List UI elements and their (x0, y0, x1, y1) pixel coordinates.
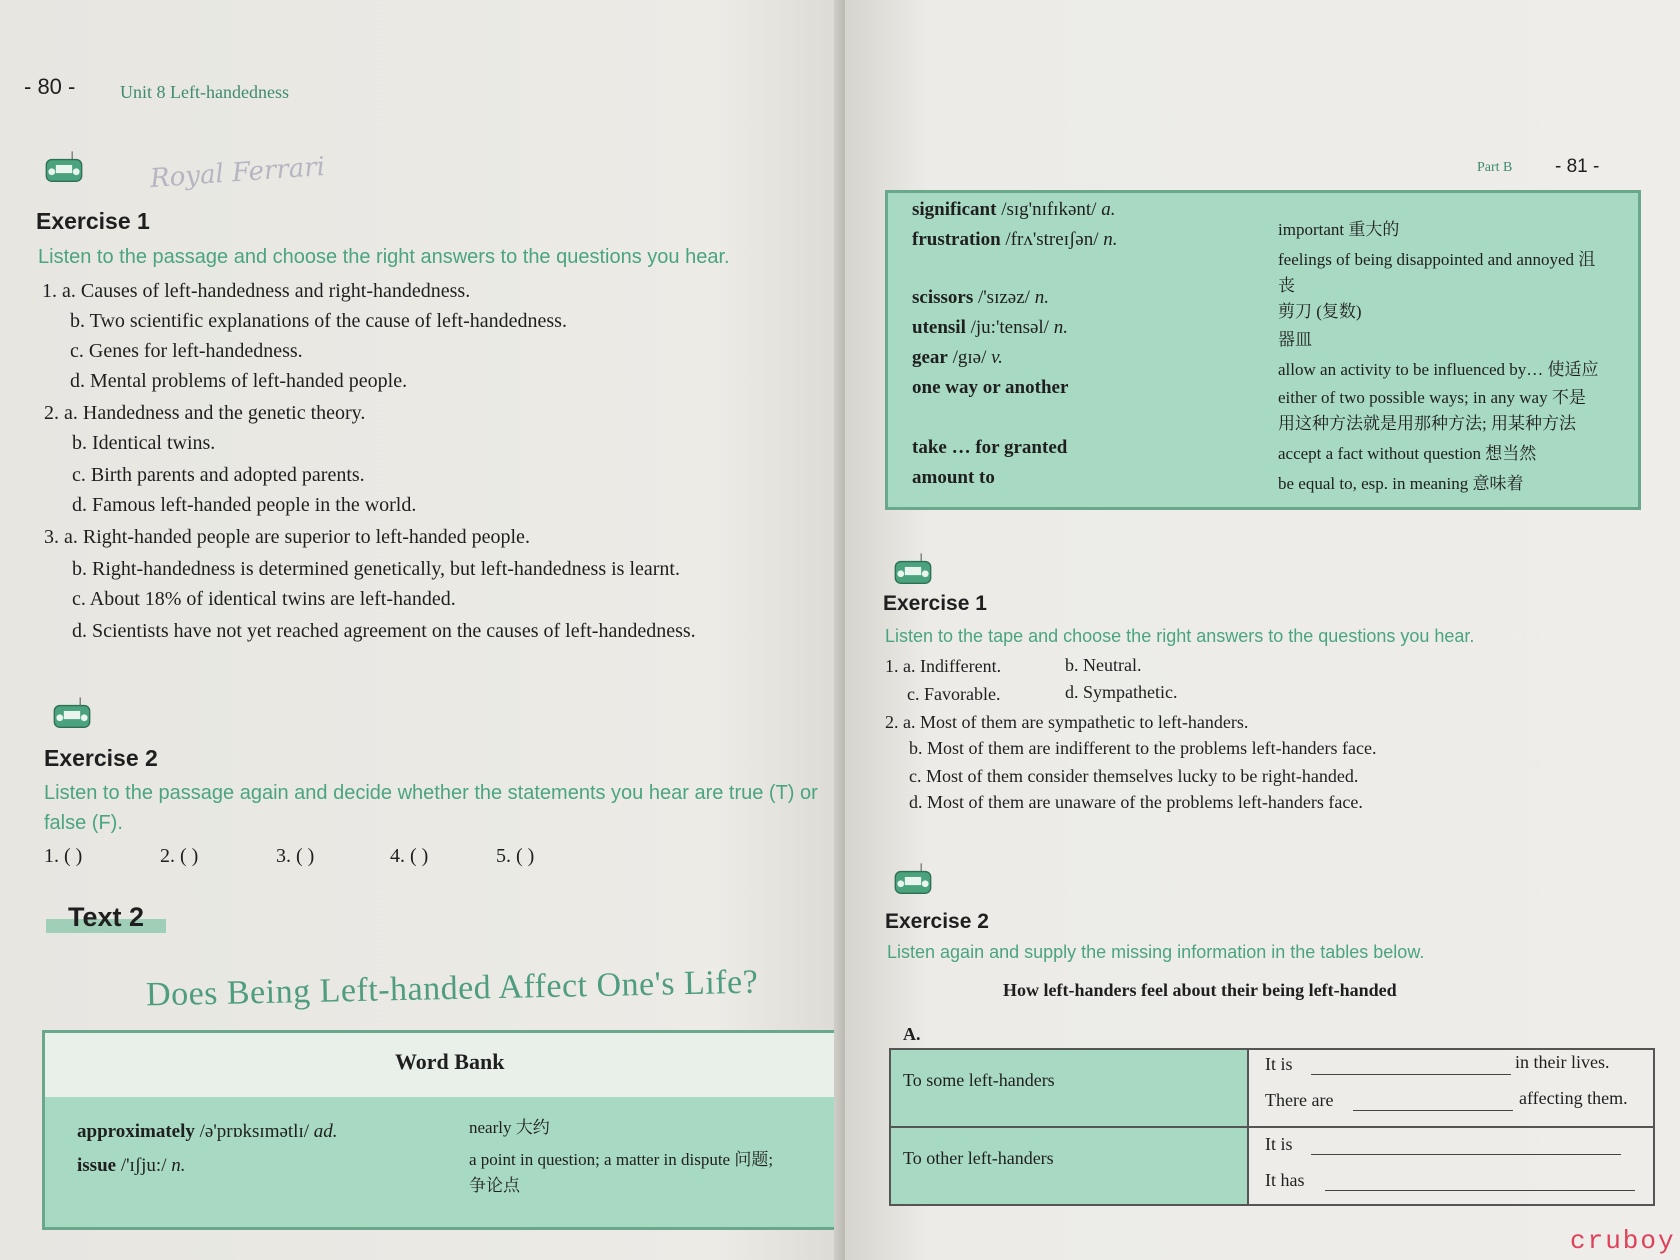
answer-blank[interactable]: 5. ( ) (496, 845, 535, 867)
answer-option: b. Most of them are indifferent to the problems left-handers face. (909, 738, 1377, 758)
vocab-pos: n. (1034, 287, 1049, 308)
table-cell-text: There are (1265, 1090, 1334, 1110)
table-row-divider (891, 1126, 1653, 1128)
table-cell-text: It is (1265, 1054, 1293, 1074)
answer-option: 1. a. Causes of left-handedness and right-handedness. (42, 280, 471, 302)
word-bank (42, 1030, 838, 1230)
vocab-entry (912, 199, 1115, 221)
vocab-entry (912, 437, 1067, 459)
page-number: - 81 - (1555, 156, 1600, 177)
vocabulary-box (885, 190, 1641, 510)
answer-blank[interactable]: 3. ( ) (276, 845, 315, 867)
answer-option: c. Most of them consider themselves lucky to be right-handed. (909, 766, 1359, 786)
exercise-1-title: Exercise 1 (36, 208, 150, 234)
table-row-label: To other left-handers (903, 1148, 1054, 1168)
vocab-entry (912, 229, 1118, 251)
answer-option: b. Identical twins. (72, 432, 216, 454)
word-bank-heading: Word Bank (395, 1049, 505, 1074)
exercise-1-title: Exercise 1 (883, 592, 987, 615)
radio-cassette-icon (44, 696, 100, 730)
answer-option: 1. a. Indifferent. (885, 656, 1002, 676)
vocab-entry (77, 1155, 185, 1177)
vocab-phonetic: /frʌ'streɪʃən/ (1005, 229, 1099, 250)
table-cell-text: It is (1265, 1134, 1293, 1154)
answer-option: b. Neutral. (1065, 655, 1142, 675)
vocab-definition: nearly 大约 (469, 1118, 550, 1137)
vocab-phonetic: /gɪə/ (952, 347, 987, 368)
vocab-phonetic: /sɪg'nɪfɪkənt/ (1001, 199, 1097, 220)
answer-option: d. Sympathetic. (1065, 682, 1178, 702)
vocab-pos: v. (991, 347, 1003, 368)
vocab-definition: a point in question; a matter in dispute 问题; (469, 1150, 774, 1169)
answer-option: b. Right-handedness is determined genetically, but left-handedness is learnt. (72, 558, 680, 580)
handwritten-note: Royal Ferrari (149, 151, 326, 195)
vocab-definition: either of two possible ways; in any way 不是 (1278, 388, 1586, 407)
table-cell-text: in their lives. (1515, 1052, 1610, 1072)
watermark: cruboy (1570, 1226, 1676, 1256)
table-row-label: To some left-handers (903, 1070, 1055, 1090)
vocab-term: take … for granted (912, 437, 1068, 458)
right-page (845, 0, 1680, 1260)
vocab-definition-cont: 争论点 (469, 1176, 520, 1195)
radio-cassette-icon (885, 552, 941, 586)
vocab-term: approximately (77, 1121, 195, 1142)
vocab-term: significant (912, 199, 997, 220)
vocab-definition: 剪刀 (复数) (1278, 302, 1362, 321)
vocab-pos: n. (1053, 317, 1068, 338)
fill-in-table (889, 1048, 1655, 1206)
answer-option: d. Scientists have not yet reached agreement on the causes of left-handedness. (72, 620, 696, 642)
vocab-entry (77, 1121, 338, 1143)
radio-cassette-icon (36, 150, 92, 184)
part-label: Part B (1477, 160, 1513, 175)
vocab-pos: n. (1103, 229, 1118, 250)
exercise-2-instruction: Listen again and supply the missing information in the tables below. (887, 942, 1425, 962)
exercise-2-instruction: Listen to the passage again and decide whether the statements you hear are true (T) or (44, 782, 818, 804)
page-number: - 80 - (24, 74, 76, 99)
vocab-pos: n. (171, 1155, 186, 1176)
vocab-entry (912, 467, 995, 489)
vocab-entry (912, 317, 1068, 339)
table-title: How left-handers feel about their being left-handed (1003, 980, 1397, 1000)
vocab-definition: 器皿 (1278, 330, 1312, 349)
fill-blank-line[interactable] (1311, 1074, 1511, 1075)
exercise-1-instruction: Listen to the tape and choose the right answers to the questions you hear. (885, 626, 1475, 646)
radio-cassette-icon (885, 862, 941, 896)
vocab-definition: allow an activity to be influenced by… 使适应 (1278, 360, 1599, 379)
vocab-definition: important 重大的 (1278, 220, 1400, 239)
vocab-term: utensil (912, 317, 966, 338)
vocab-definition-cont: 用这种方法就是用那种方法; 用某种方法 (1278, 414, 1576, 433)
vocab-phonetic: /'sɪzəz/ (977, 287, 1030, 308)
answer-blank[interactable]: 1. ( ) (44, 845, 83, 867)
running-head: Unit 8 Left-handedness (120, 82, 289, 102)
table-section-label: A. (903, 1024, 921, 1044)
answer-option: 2. a. Handedness and the genetic theory. (44, 402, 366, 424)
vocab-term: issue (77, 1155, 117, 1176)
answer-blank[interactable]: 2. ( ) (160, 845, 199, 867)
vocab-entry (912, 377, 1068, 399)
vocab-pos: ad. (313, 1121, 338, 1142)
vocab-entry (912, 347, 1003, 369)
vocab-phonetic: /'ɪʃju:/ (120, 1155, 167, 1176)
answer-option: 2. a. Most of them are sympathetic to left-handers. (885, 712, 1249, 732)
vocab-term: gear (912, 347, 948, 368)
exercise-2-title: Exercise 2 (885, 910, 989, 933)
exercise-2-title: Exercise 2 (44, 745, 158, 771)
answer-option: c. Genes for left-handedness. (70, 340, 303, 362)
answer-option: c. Favorable. (907, 684, 1001, 704)
vocab-definition: be equal to, esp. in meaning 意味着 (1278, 474, 1524, 493)
text-2-title: Does Being Left-handed Affect One's Life? (145, 963, 759, 1014)
vocab-phonetic: /ju:'tensəl/ (970, 317, 1049, 338)
fill-blank-line[interactable] (1325, 1190, 1635, 1191)
vocab-term: amount to (912, 467, 995, 488)
answer-option: c. Birth parents and adopted parents. (72, 464, 365, 486)
answer-option: d. Most of them are unaware of the problems left-handers face. (909, 792, 1363, 812)
vocab-term: one way or another (912, 377, 1069, 398)
exercise-2-instruction-cont: false (F). (44, 812, 123, 834)
table-cell-text: affecting them. (1519, 1088, 1628, 1108)
answer-option: d. Famous left-handed people in the world. (72, 494, 417, 516)
answer-option: c. About 18% of identical twins are left-handed. (72, 588, 456, 610)
vocab-phonetic: /ə'prɒksɪmətlɪ/ (199, 1121, 310, 1142)
answer-option: d. Mental problems of left-handed people. (70, 370, 408, 392)
exercise-1-instruction: Listen to the passage and choose the right answers to the questions you hear. (38, 246, 730, 268)
vocab-term: scissors (912, 287, 974, 308)
vocab-definition: accept a fact without question 想当然 (1278, 444, 1537, 463)
text-2-label: Text 2 (46, 902, 166, 933)
fill-blank-line[interactable] (1311, 1154, 1621, 1155)
vocab-term: frustration (912, 229, 1001, 250)
table-cell-text: It has (1265, 1170, 1305, 1190)
vocab-pos: a. (1101, 199, 1116, 220)
vocab-definition: feelings of being disappointed and annoyed 沮 (1278, 250, 1596, 269)
answer-option: b. Two scientific explanations of the cause of left-handedness. (70, 310, 567, 332)
answer-blank[interactable]: 4. ( ) (390, 845, 429, 867)
vocab-entry (912, 287, 1049, 309)
fill-blank-line[interactable] (1353, 1110, 1513, 1111)
answer-option: 3. a. Right-handed people are superior to left-handed people. (44, 526, 530, 548)
vocab-definition-cont: 丧 (1278, 276, 1295, 295)
